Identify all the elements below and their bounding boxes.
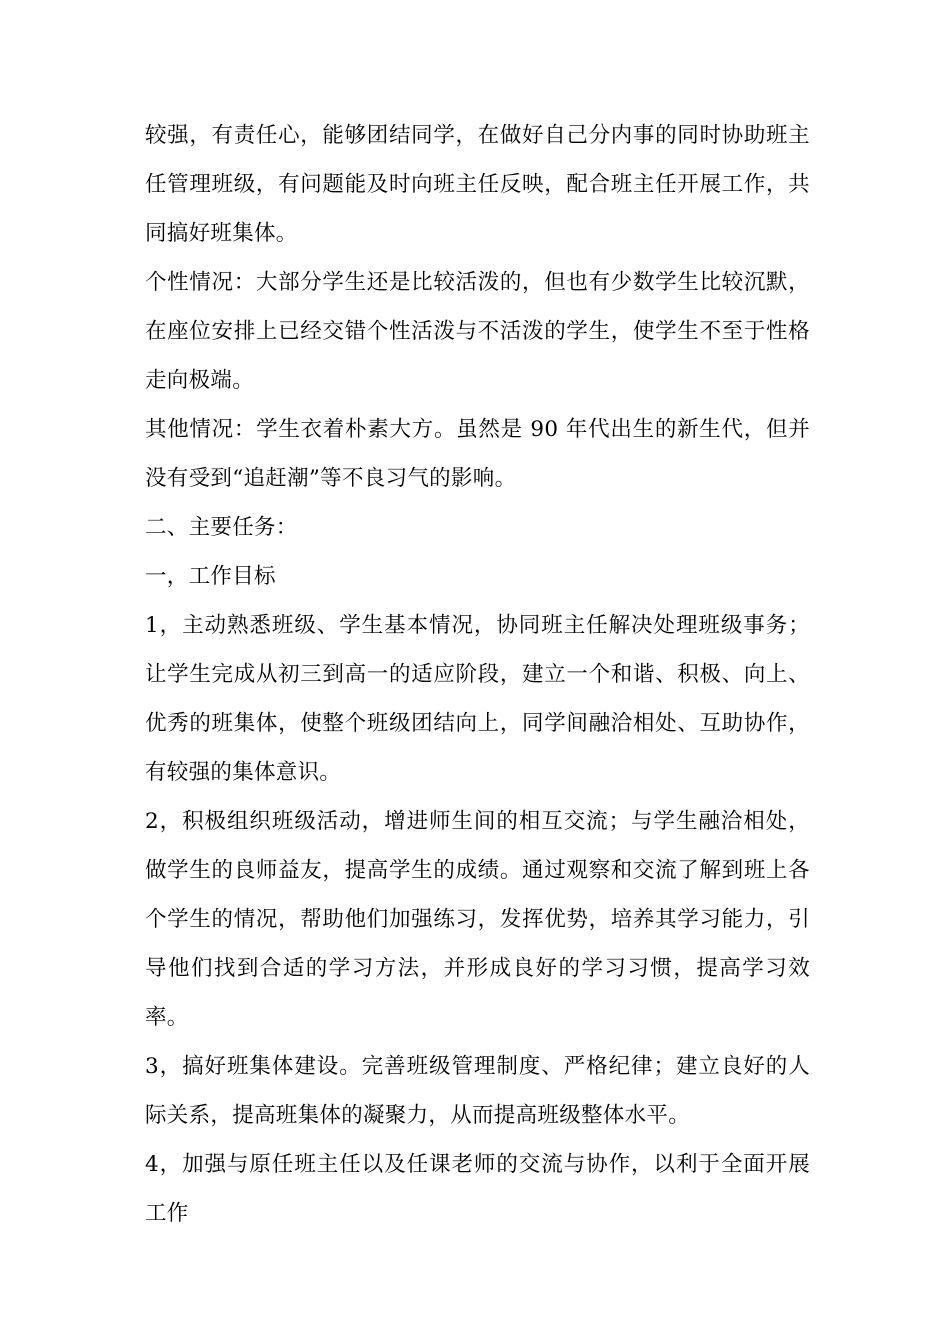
section-heading-main-tasks: 二、主要任务： [145, 515, 298, 540]
goal-item-2: 2，积极组织班级活动，增进师生间的相互交流；与学生融洽相处，做学生的良师益友，提高学生的成绩。通过观察和交流了解到班上各个学生的情况，帮助他们加强练习，发挥优势，培养其学习能力，引导他们找到合适的学习方法，并形成良好的学习习惯，提高学习效率。 [145, 809, 810, 1030]
paragraph-other-situation: 其他情况：学生衣着朴素大方。虽然是 90 年代出生的新生代，但并没有受到“追赶潮”等不良习气的影响。 [145, 417, 810, 491]
goal-item-4: 4，加强与原任班主任以及任课老师的交流与协作，以利于全面开展工作 [145, 1152, 810, 1226]
document-body [145, 111, 810, 1238]
subheading-work-goals: 一，工作目标 [145, 564, 276, 589]
goal-item-3: 3，搞好班集体建设。完善班级管理制度、严格纪律；建立良好的人际关系，提高班集体的凝聚力，从而提高班级整体水平。 [145, 1054, 810, 1128]
paragraph-class-cadre-summary: 较强，有责任心，能够团结同学，在做好自己分内事的同时协助班主任管理班级，有问题能及时向班主任反映，配合班主任开展工作，共同搞好班集体。 [145, 123, 810, 246]
paragraph-personality: 个性情况：大部分学生还是比较活泼的，但也有少数学生比较沉默，在座位安排上已经交错个性活泼与不活泼的学生，使学生不至于性格走向极端。 [145, 270, 810, 393]
goal-item-1: 1，主动熟悉班级、学生基本情况，协同班主任解决处理班级事务；让学生完成从初三到高一的适应阶段，建立一个和谐、积极、向上、优秀的班集体，使整个班级团结向上，同学间融洽相处、互助协作，有较强的集体意识。 [145, 613, 810, 785]
